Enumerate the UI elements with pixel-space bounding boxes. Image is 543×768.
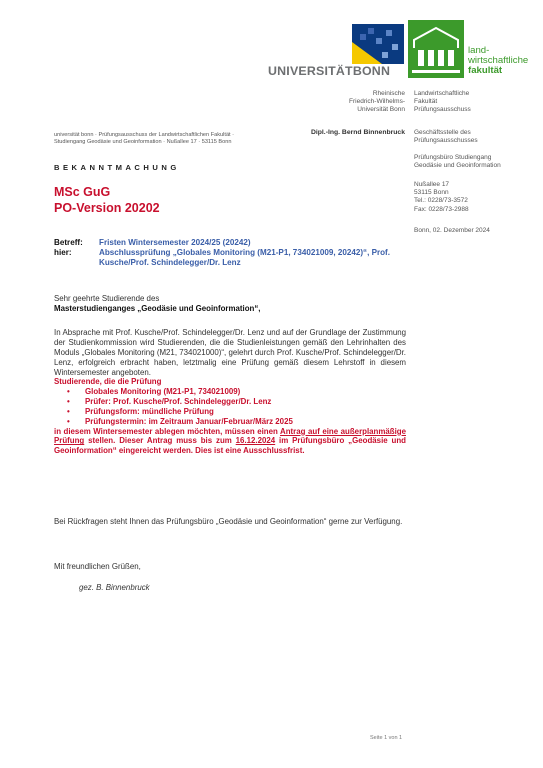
list-item: • Prüfungsform: mündliche Prüfung <box>85 407 406 417</box>
list-item: • Globales Monitoring (M21-P1, 734021009) <box>85 387 406 397</box>
office-name: Geschäftsstelle des Prüfungsausschusses <box>414 129 478 145</box>
faculty-name: Landwirtschaftliche Fakultät Prüfungsausschuss <box>414 90 471 114</box>
subject-block <box>54 238 454 278</box>
application-link[interactable]: Antrag auf eine außerplanmäßige Prüfung <box>54 426 406 446</box>
page-number: Seite 1 von 1 <box>370 735 403 741</box>
hier-label: hier: <box>54 248 72 257</box>
university-logo-mark-icon <box>352 24 404 64</box>
betreff-value: Fristen Wintersemester 2024/25 (20242) <box>99 238 251 247</box>
list-item: • Prüfer: Prof. Kusche/Prof. Schindelegger/Dr. Lenz <box>85 397 406 407</box>
betreff-label: Betreff: <box>54 238 83 247</box>
notice-intro: Studierende, die die Prüfung <box>54 377 162 386</box>
faculty-logo-text: land- wirtschaftliche fakultät <box>468 45 529 76</box>
programme-title: MSc GuG <box>54 185 111 199</box>
greeting-line: Sehr geehrte Studierende des <box>54 294 160 303</box>
notice-deadline <box>54 427 406 457</box>
hier-value: Abschlussprüfung „Globales Monitoring (M21-P1, 734021009, 20242)“, Prof. Kusche/Prof. Schindelegger/Dr. Lenz <box>99 248 391 267</box>
sender-line: universität bonn · Prüfungsausschuss der Landwirtschaftlichen Fakultät · Studiengang Geodäsie und Geoinformation · Nußallee 17 · 53115 Bonn <box>54 132 235 145</box>
faculty-logo <box>408 20 528 80</box>
po-version-title: PO-Version 20202 <box>54 201 160 215</box>
deadline-date: 16.12.2024 <box>235 436 276 446</box>
deadline-text: in diesem Wintersemester ablegen möchten, müssen einen <box>54 426 281 436</box>
greeting <box>54 294 406 314</box>
exam-details-list <box>54 387 406 427</box>
bureau-name: Prüfungsbüro Studiengang Geodäsie und Geoinformation <box>414 154 501 170</box>
university-bonn-logo <box>268 24 404 80</box>
signer-name: Dipl.-Ing. Bernd Binnenbruck <box>310 129 405 136</box>
regards: Mit freundlichen Grüßen, <box>54 562 141 571</box>
document-date: Bonn, 02. Dezember 2024 <box>414 227 490 234</box>
closing-paragraph: Bei Rückfragen steht Ihnen das Prüfungsbüro „Geodäsie und Geoinformation“ gerne zur Verfügung. <box>54 517 403 526</box>
list-item: • Prüfungstermin: im Zeitraum Januar/Februar/März 2025 <box>85 417 406 427</box>
programme-line: Masterstudienganges „Geodäsie und Geoinformation“, <box>54 304 261 313</box>
exam-notice <box>54 377 406 456</box>
university-logo-text: UNIVERSITÄTBONN <box>268 64 391 78</box>
building-icon <box>408 20 464 78</box>
deadline-text: stellen. Dieser Antrag muss bis zum <box>84 436 236 446</box>
main-paragraph: In Absprache mit Prof. Kusche/Prof. Schindelegger/Dr. Lenz und auf der Grundlage der Zustimmung der Studienkommission wird Studierenden, die die Studienleistungen gemäß den Lehrinhalten des Moduls „Globales Monitoring (M21, 734021000)“, gelehrt durch Prof. Kusche/Prof. Schindelegger/Dr. Lenz, erfolgreich erbracht haben, letztmalig eine Prüfung gemäß diesem Lehrstoff in diesem Wintersemester angeboten. <box>54 328 406 377</box>
faculty-logo-mark <box>408 20 464 78</box>
deadline-text: im Prüfungsbüro „Geodäsie und Geoinformation“ eingereicht werden. Dies ist eine Ausschlussfrist. <box>54 436 406 456</box>
signature: gez. B. Binnenbruck <box>79 583 150 592</box>
notice-heading: BEKANNTMACHUNG <box>54 163 180 172</box>
contact-address: Nußallee 17 53115 Bonn Tel.: 0228/73-3572 Fax: 0228/73-2988 <box>414 181 469 213</box>
university-name: Rheinische Friedrich-Wilhelms- Universität Bonn <box>349 90 405 114</box>
